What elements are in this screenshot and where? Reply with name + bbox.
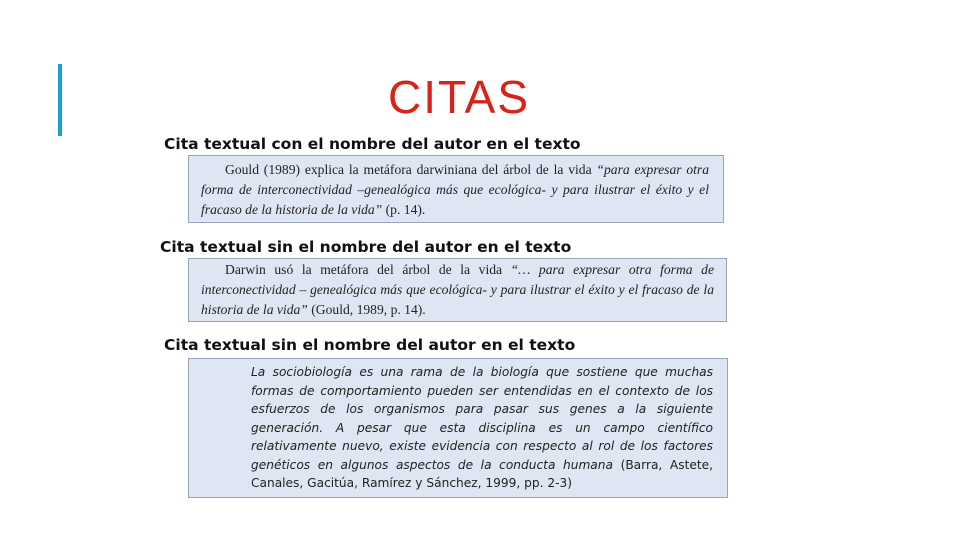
quote-text: “para expresar otra forma de interconectividad –genealógica más que ecológica- y para ilustrar el éxito y el fracaso de la historia de la vida”: [201, 162, 709, 217]
quote-box-author-in-text: [188, 155, 724, 223]
section-heading-author-in-text: Cita textual con el nombre del autor en el texto: [164, 135, 581, 153]
quote-citation: (Barra, Astete, Canales, Gacitúa, Ramírez y Sánchez, 1999, pp. 2-3): [251, 457, 713, 490]
section-heading-author-not-in-text-2: Cita textual sin el nombre del autor en el texto: [164, 336, 576, 354]
quote-text: “… para expresar otra forma de interconectividad – genealógica más que ecológica- y para ilustrar el éxito y el fracaso de la historia de la vida”: [201, 262, 714, 317]
quote-box-author-not-in-text-1: [188, 258, 727, 322]
quote-text: La sociobiología es una rama de la biología que sostiene que muchas formas de comportamiento pueden ser entendidas en el contexto de los esfuerzos de los organismos para pasar sus genes a la siguiente generación. A pesar que esta disciplina es un campo científico relativamente nuevo, existe evidencia con respecto al rol de los factores genéticos en algunos aspectos de la conducta humana: [251, 365, 713, 472]
quote-citation: (Gould, 1989, p. 14).: [307, 302, 426, 317]
quote-box-block-quote: [188, 358, 728, 498]
quote-paragraph: [201, 260, 714, 320]
quote-paragraph: [201, 160, 709, 220]
quote-citation: (p. 14).: [382, 202, 426, 217]
section-heading-author-not-in-text-1: Cita textual sin el nombre del autor en el texto: [160, 238, 572, 256]
quote-lead: Gould (1989) explica la metáfora darwiniana del árbol de la vida: [225, 162, 597, 177]
accent-bar: [58, 64, 62, 136]
slide-title: CITAS: [388, 71, 531, 123]
quote-lead: Darwin usó la metáfora del árbol de la vida: [225, 262, 511, 277]
quote-paragraph: [251, 363, 713, 493]
